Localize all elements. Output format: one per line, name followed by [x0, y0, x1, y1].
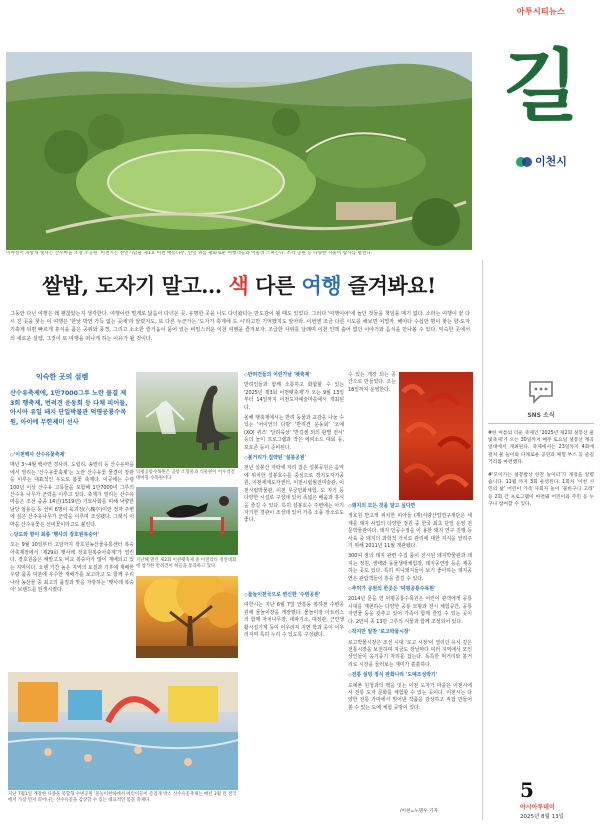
sns-title: SNS 소식 [527, 412, 555, 419]
headline-part-2: 다른 [248, 273, 302, 298]
masthead [488, 6, 594, 256]
page-number: 5 [520, 778, 534, 802]
column-2-continued [244, 592, 344, 642]
pepper-pile-illustration [399, 372, 473, 500]
headline-blue-word: 여행 [301, 273, 342, 298]
hero-photo [6, 52, 472, 250]
dinosaur-illustration [136, 372, 238, 468]
photo-caption: 지난 7월1일 개장한 다종물 복합형 수변공원 '물놀이천하에서 어린이들이 즐겁게 박스 산수유꽃축제는 매년 3월 말 전국에서 가장 먼저 피어나는 산수유꽃을 감상할 수 있는 대표적인 봄꽃 축제다. [8, 792, 237, 803]
dog-agility-photo [136, 487, 238, 555]
section-intro: 산수유축제에, 1만7000그루 노란 물결 제3회 행축제, 번려견 운동회 등 다채 피어들, 아시아 유일 돼지 단일박물관 덕평공룡수목원, 아이에 무한제미 선사 [10, 390, 128, 426]
subheading: ◇작지만 알찬 '로고박물시장' [348, 629, 411, 636]
sns-item: #한 여름의 더운 축제인 '2025년 제2회 설봉산 물빛축제'가 오는 30일까지 매주 토요일 설봉산 계곡 일대에서 개최된다. 축제에서는 23일까지 4회에 걸쳐 물 놀이와 다채로운 공연과 체험 부스 등 즐길 거리를 마련했다. [488, 431, 594, 465]
red-pepper-photo [399, 372, 473, 500]
newspaper-name: 아시아투데이 [520, 804, 555, 811]
logo-glyph: 길 [506, 41, 576, 132]
subheading: ◇볼거리가 집약된 '설봉공원' [244, 455, 307, 462]
column-3-top [348, 372, 396, 397]
page-footer [520, 780, 592, 820]
park-aerial-illustration [6, 52, 472, 250]
headline-part-1: 쌀밥, 도자기 말고… [42, 273, 229, 298]
headline-red-word: 색 [228, 273, 249, 298]
city-emblem-icon [515, 155, 533, 169]
paragraph: 여한시는 지난 6월 7일 안흥동 복하천 수변공원에 물놀이장을 개장했다. 물놀이장 아트러스의 함께 자치나무장, 대파기소, 대정관, 근린생활시설기계 등이 어우러져 지연 학과 공이 어우러지며 특히 누리 수 있도록 구성됐다. [244, 602, 344, 639]
paragraph: 올해 행축제에서는 반려 동물과 교감을 나눌 수 있는 '어이언의 다방' '반려견 운동회' '오예 (XO) 퀴즈' '달려육상' '반길센 외의 판별 전시' 등의 놀이 프로그램과 작은 에피소드 대회 등, 포토존 등이 준비된다. [244, 415, 344, 451]
column-3-body [348, 503, 472, 715]
water-park-photo [8, 672, 238, 790]
headline-part-3: 즐겨봐요! [341, 273, 436, 298]
tree-illustration [136, 576, 238, 658]
section-title: 익숙한 곳의 설렘 [36, 373, 89, 381]
subheading: ◇반려견들의 어린가날 '펫축제' [244, 372, 311, 378]
sns-divider [488, 423, 594, 424]
subheading: ◇물놀이천국으로 변신한 '수변공원' [244, 592, 321, 598]
dinosaur-photo [136, 372, 238, 468]
reporter-signoff: /이천=노명우 기자 [400, 809, 438, 814]
yellow-tree-photo [136, 576, 238, 658]
lead-paragraph: 그동안 다닌 여행은 왜 괜찮았는지 생각한다. 여행이란 멀게로 닮음이 다녀온 곳, 유명한 곳을 나도 다녀왔다는 만도감이 될 때도 있었다. 그러다 '여행이야'에 놀던 것들을 책임을 매기 없다. 소라는 여행이 끝 다시 진 곳을 찾는 이 여행은 '한낮 박연 가득 없는 곳에'라 알렸지도, 또 다른 누군가는 '도자기 축제에 도 시'라고만 기억했지도 알아라. 이번엔 조금 다른 시도를 해보면 어떨까. 해야다 수십만 명이 찾는 향·도자기축제 뒤편 빠르게 휴식을 품은 공위와 풍경, 그리고 소소한 즐거움이 묻어 있는 비밀스러운 이천 여행을 즐겨보자. 조급한 사위를 달래며 이천 인맥 출어 없던 이야기와 음식을 만나볼 수 있다. 익숙한 곳에서의 새로운 설렘, 그것이 또 여행을 떠나게 하는 이유가 될 것이다. [10, 311, 470, 342]
paragraph: 오는 9월 10일부터 고암까지 장호원농산물유통센터 복숭아축제장에서 '제29회 햇사레 장호원복숭아축제'가 열린다. 장호원읍은 해발고도 비교 복숭아가 많이 재배되고 있는 지역이다. 오랜 기간 높은 지역의 토질과 기후에 재배한 우량 품종 덕분에 우수한 재배가를 보고라고 도 함께 우리나라 농산물 중 최고의 품질과 맛을 자랑하는 '햇사레 복숭아' 브랜드를 탄생시켰다. [10, 542, 134, 593]
paragraph: 2014년 문을 연 덕평공룡수목원은 어린이 관객에게 공룡 시대를 재현하는 다양한 공룡 모형과 전시 체험공간, 공룡 자연물 등을 갖추고 있어 가족이 함께 즐길 수 있는 곳이다. 2만여 종 13만 그루의 식물과 함께 조성되어 있다. [348, 596, 472, 625]
water-park-illustration [8, 672, 238, 790]
speech-bubble-icon [526, 376, 556, 406]
headline [6, 270, 472, 300]
paragraph: 로고박물시장은 조선 시대 '로고 시장'이 열리던 유서 깊은 전통시장을 보전하며 지금도 장날마다 여러 지역에서 모인 상인들이 옹기종기 자리를 잡는다. 독특한 먹거리와 볼거리로 시장을 둘러보는 재미가 쏠쏠하다. [348, 639, 472, 668]
hero-caption: 이야설이 파랗게 빛나는 산수마을 조망 소공원. 이천시는 천연기념물 제1호 이천 배롱나무, 연잎 위를 평화로운 여행객들과 어울려 스며든다. 조각 공원 등 다양한 사물이 탐사를 펼친다. [6, 251, 373, 256]
subheading: ◇돼지의 모든 것을 알고 싶다면 [348, 503, 416, 509]
sns-news-box [488, 376, 594, 514]
publication-date: 2025년 8월 13일 [520, 814, 564, 820]
column-1-body [10, 452, 134, 597]
column-2-body [244, 372, 344, 528]
photo-caption: 지난해 열린 제2회 이천펫축제 중 어질리티 경연대회에 참가한 반려견이 허들을 통과하고 있다. [136, 558, 237, 569]
subheading: ◇추억가 공원의 한곳은 '덕평공룡수목원' [348, 586, 436, 593]
masthead-label: 아투시티뉴스 [516, 7, 566, 16]
city-name: 이천시 [535, 155, 567, 168]
dog-illustration [136, 487, 238, 555]
subheading: ◇당도와 향이 최종 '행사의 장호원복숭아' [10, 532, 100, 539]
subheading: ◇'이천백사 산수유꽃축제' [10, 452, 66, 458]
sns-body [488, 430, 594, 508]
paragraph: 정호원 반고개 위치한 피아들 (재)식량산업연구재단은 세계를 돼지 사업의 다양한 정원 중 한국 최초 단일 운영 전문박물관이다. 돼지 인공수정을 이 용한 돼지 연구 진행 등 사육 중 돼지의 과학적 가치로 관리에 대한 지식을 알려주기 위해 2011년 11월 개관됐다. [348, 513, 472, 550]
paragraph: 매년 3~4월 백사면 경사리, 도립리, 송말리 등 산수유마을에서 열리는 '산수유꽃축제'는 노란 산수유꽃 물결이 장관을 이루는 대표적인 우도로 봄꽃 축제다. 이곳에는 수령 100년 이상 산수유 고목들을 포함해 1만7000여 그루의 산수유 나무가 군락을 이루고 있다. 축제가 열리는 산수유마을은 조선 중종 14년(1519년) 기묘사화를 피해 낙향한 남당 엄용순 등 선비 6명이 육괴정(六槐亭)이란 정자 주변에 심은 산수유나무가 군락을 이루며 조성됐다. 그래서 이 마을 산수유꽃은 선비꽃이라고도 불린다. [10, 462, 134, 528]
column-divider [482, 260, 483, 820]
subheading: ◇전통 설빙 정식 판화나라 '도예조성박기' [348, 672, 438, 679]
paragraph: 반려인들과 함께 소통하고 화합할 수 있는 '2025년 제3회 이천펫축제'가 오는 9월 13일부터 14일까지 이천도자예술마을에서 개최된다. [244, 382, 344, 411]
photo-caption: 덕평공룡수목원은 공룡 조형물과 식물원이 어우러진 테마형 수목원이다 [136, 470, 235, 481]
paragraph: 도예촌 원청과의 맥을 잇는 이천 도자기 마을은 이천시에서 전통 도자 문화를 체험할 수 있는 곳이다. 이천시는 다양한 전통 가마에서 빚어낸 작품을 감상하고 직접 만들어 볼 수 있는 도예 체험 공방이 있다. [348, 682, 472, 711]
gil-calligraphy-logo [506, 23, 576, 143]
paragraph: 수 있는 개장 되는 공간으로 만들었다. 오는 18일까지 운영한다. [348, 372, 396, 393]
paragraph: 300여 점의 돼지 관련 수집 품이 전시된 돼지박물관과 돼지는 정원, 생태와 동물생태체험장, 돼지공연장 등을 제공하는 곳도 있다. 특히 미니돼지들이 보기 좋아하는 돼지공연은 관람객들이 흥을 즐길 수 있다. [348, 553, 472, 582]
paragraph: 천년 설봉산 자락에 자리 잡은 설봉공원은 음악에 위치한 설봉호수를 중심으로 경기도자기공원, 이천세계도자센터, 이천시립월전미술관, 이천시립박물관, 이천 무궁민화체험, 도 자기 등 다양한 시설로 구성돼 있어 폭넓은 배움과 휴식을 즐길 수 있다. 특히 설봉호수 주변에는 아기자기한 경관이 조성돼 있어 가족 소풍 장소로도 좋다. [244, 465, 344, 524]
city-name-row [488, 153, 594, 169]
sns-item: #'모이가는 설봉밥상 한잔 놀이터'가 개장을 알렸습니다. 11월 까지 3회 운영된다. 1회차 '이천 시민의 삶' 어린이 가족 사회자 놀이 '물바구니 고래' 등 2회 간 프로그램이 마련돼 어린이와 주민 등 누구나 참여할 수 있다. [488, 473, 594, 507]
